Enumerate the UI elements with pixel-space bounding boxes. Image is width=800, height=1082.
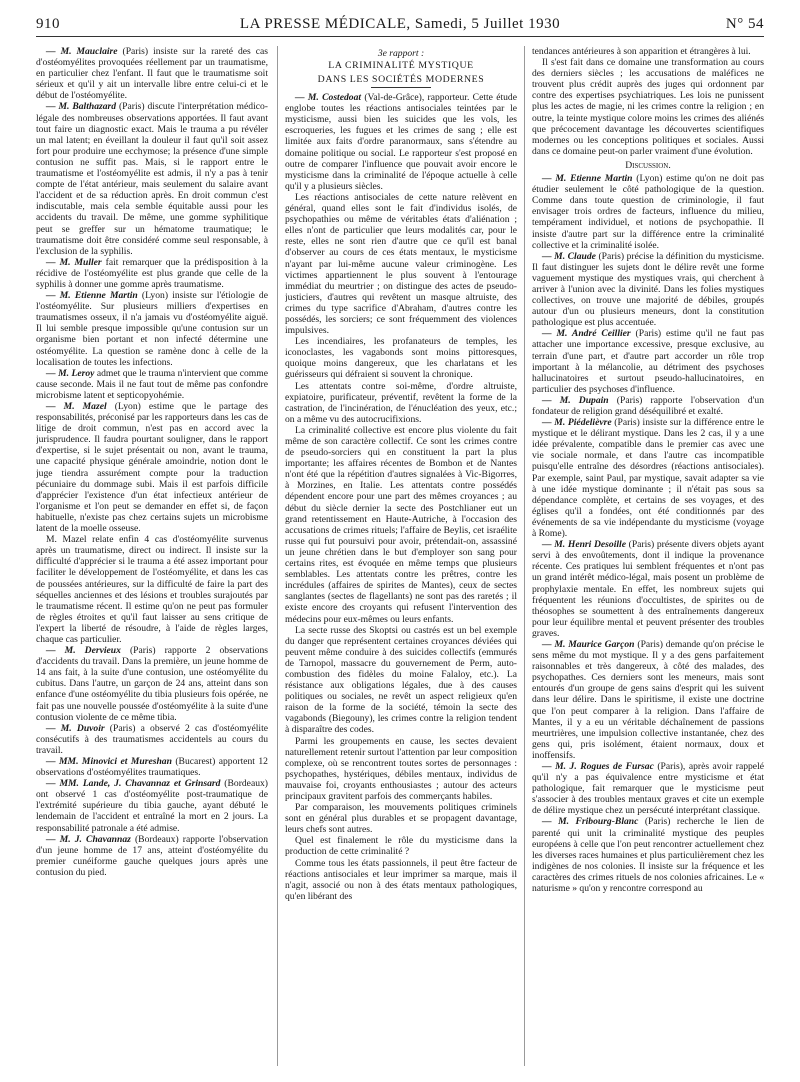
- paragraph-text: (Paris) demande qu'on précise le sens même du mot mystique. Il y a des gens parfaitement raisonnables et très dangereux, à côté des malades, des psychopathes. Ces derniers sont les meneurs, mais sont entourés d'un groupe de gens sains d'esprit qui les suivent dans leur délire. Dans le spiritisme, il existe une doctrine que l'on peut comparer à la religion. Dans l'affaire de Mantes, il y a eu un véritable déchaînement de passions meurtrières, une impulsion collective instantanée, chez des gens qui, pris isolément, étaient normaux, doux et inoffensifs.: [532, 638, 764, 761]
- page-header: [36, 12, 764, 38]
- paragraph-text: (Bucarest) apportent 12 observations d'ostéomyélites traumatiques.: [36, 756, 268, 779]
- paragraph: [285, 835, 517, 857]
- paragraph-text: Parmi les groupements en cause, les sectes devaient naturellement retenir surtout l'attention par leur composition complexe, où se rencontrent toutes sortes de personnages : psychopathes, hystériques, débiles mentaux, individus de mauvaise foi, croyants enthousiastes ; autour des acteurs principaux gravitent parfois des commerçants habiles.: [285, 735, 517, 802]
- paragraph: [532, 639, 764, 761]
- speaker-name: — M. Dervieux: [46, 645, 121, 657]
- paragraph: [532, 417, 764, 539]
- column-left: [36, 46, 268, 1076]
- paragraph: [285, 802, 517, 835]
- paragraph: [285, 625, 517, 736]
- speaker-name: — M. Muller: [46, 256, 102, 268]
- paragraph-text: Par comparaison, les mouvements politiques criminels sont en général plus durables et se propagent davantage, leurs chefs sont autres.: [285, 802, 517, 836]
- paragraph: [36, 257, 268, 290]
- page-number: 910: [36, 16, 60, 32]
- column-divider: [524, 46, 525, 1066]
- paragraph: [532, 173, 764, 251]
- report-body: [285, 92, 517, 902]
- paragraph-text: (Paris) présente divers objets ayant servi à des envoûtements, dont il indique la provenance récente. Ces pratiques lui semblent fréquentes et n'ont pas un grand intérêt médico-légal, mais posent un problème de prophylaxie mentale. En effet, les nombreux sujets qui fréquentent les réunions d'occultistes, de spirites ou de théosophes se soumettent à des entraînements dangereux pour leur équilibre mental et peuvent présenter des troubles graves.: [532, 539, 764, 639]
- speaker-name: — M. Leroy: [46, 367, 95, 379]
- column-right: [532, 46, 764, 1076]
- speaker-name: — M. Dupain: [542, 394, 609, 406]
- speaker-name: — M. Costedoat: [295, 92, 362, 104]
- speaker-name: — M. Duvoir: [46, 722, 105, 734]
- speaker-name: — M. J. Chavannaz: [46, 833, 131, 845]
- speaker-name: — M. Mazel: [46, 401, 107, 412]
- speaker-name: — M. Henri Desoille: [542, 539, 626, 551]
- paragraph-text: (Val-de-Grâce), rapporteur. Cette étude englobe toutes les réactions antisociales teintées par le mysticisme, aussi bien les suicides que les vols, les escroqueries, les fugues et les crimes de sang ; elle est limitée aux faits d'ordre paranormaux, sans s'étendre au domaine politique ou social. Le rapporteur s'est proposé en outre de comparer l'influence que pouvait avoir encore le mysticisme dans la criminalité de l'époque actuelle à celle qu'il y a plusieurs siècles.: [285, 92, 517, 192]
- paragraph-text: Les incendiaires, les profanateurs de temples, les iconoclastes, les vagabonds sont moins pittoresques, quoique moins dangereux, que les charlatans et les guérisseurs qui défraient si souvent la chronique.: [285, 336, 517, 381]
- speaker-name: — MM. Lande, J. Chavannaz et Grinsard: [46, 778, 221, 790]
- speaker-name: — M. Piédelièvre: [542, 417, 612, 429]
- paragraph-text: Quel est finalement le rôle du mysticisme dans la production de cette criminalité ?: [285, 835, 517, 858]
- paragraph: [532, 57, 764, 157]
- report-title-line-1: LA CRIMINALITÉ MYSTIQUE: [328, 60, 474, 72]
- paragraph-text: (Lyon) estime qu'on ne doit pas étudier seulement le côté pathologique de la question. Comme dans toute question de criminologie, il faut envisager trois ordres de facteurs, influence du milieu, tempérament individuel, et notions de psychopathie. Il insiste d'autre part sur la différence entre la criminalité collective et la criminalité isolée.: [532, 173, 764, 251]
- report-conclusion: [532, 46, 764, 157]
- column-divider: [277, 46, 278, 1066]
- paragraph-text: (Paris) insiste sur la rareté des cas d'ostéomyélites provoquées réellement par un traumatisme, en particulier chez l'enfant. Il faut que le traumatisme soit sérieux et qu'il y ait un intervalle libre entre celui-ci et le début de l'ostéomyélite.: [36, 46, 268, 102]
- paragraph-text: (Bordeaux) ont observé 1 cas d'ostéomyélite post-traumatique de l'extrémité supérieure du tibia gauche, ayant débuté le lendemain de l'accident et entraîné la mort en 2 jours. La responsabilité patronale a été admise.: [36, 778, 268, 834]
- speaker-name: — M. J. Rogues de Fursac: [542, 761, 654, 772]
- report-title-line-2: DANS LES SOCIÉTÉS MODERNES: [317, 73, 485, 85]
- paragraph: [285, 858, 517, 902]
- paragraph: [532, 761, 764, 816]
- speaker-name: — M. Claude: [542, 250, 596, 262]
- speaker-name: — M. Mauclaire: [46, 46, 118, 57]
- paragraph-text: (Paris) a observé 2 cas d'ostéomyélite consécutifs à des traumatismes accidentels au cours du travail.: [36, 722, 268, 756]
- paragraph: [285, 336, 517, 380]
- paragraph-text: Il s'est fait dans ce domaine une transformation au cours des derniers siècles ; les accusations de maléfices ne trouvent plus crédit auprès des juges qui ordonnent par contre des expertises psychiatriques. Les lois ne punissent plus les actes de magie, ni les crimes contre la religion ; en outre, la teinte mystique colore moins les crimes des aliénés que précocement davantage les découvertes scientifiques modernes ou les conceptions politiques et sociales. Aussi dans ce domaine peut-on parler vraiment d'une évolution.: [532, 57, 764, 157]
- paragraph: [285, 425, 517, 625]
- paragraph: [36, 368, 268, 401]
- paragraph-text: (Bordeaux) rapporte l'observation d'un jeune homme de 17 ans, atteint d'ostéomyélite du premier cunéiforme gauche quelques jours après une contusion du pied.: [36, 833, 268, 878]
- paragraph: [36, 290, 268, 368]
- paragraph: [36, 756, 268, 778]
- paragraph-text: (Paris) estime qu'il ne faut pas attacher une importance excessive, presque exclusive, au terrain d'une part, et d'autre part accorder un rôle trop important à la mélancolie, au détriment des psychoses hallucinatoires et surtout pseudo-hallucinatoires, en particulier des psychoses d'influence.: [532, 328, 764, 395]
- paragraph: [532, 816, 764, 894]
- paragraph-text: (Paris), après avoir rappelé qu'il n'y a pas équivalence entre mysticisme et état pathologique, fait remarquer que le mysticisme peut s'associer à des troubles mentaux graves et cite un exemple de délire mystique chez un persécuté interprétant classique.: [532, 761, 764, 817]
- paragraph: [36, 401, 268, 534]
- paragraph-text: M. Mazel relate enfin 4 cas d'ostéomyélite survenus après un traumatisme, direct ou indirect. Il insiste sur la difficulté d'apprécier si le trauma a été assez important pour faciliter le développement de l'ostéomyélite, et dans les cas de poussées antérieures, sur la difficulté de faire la part des séquelles anciennes et des lésions et troubles surajoutés par le traumatisme récent. Il estime qu'on ne peut pas formuler de règles étroites et qu'il faut laisser au sens critique de l'expert la liberté de résoudre, à l'aide de règles larges, chaque cas particulier.: [36, 534, 268, 645]
- speaker-name: — M. André Ceillier: [542, 328, 631, 340]
- title-rule: [371, 87, 431, 88]
- header-rule: [36, 36, 764, 37]
- paragraph: [36, 46, 268, 101]
- column-middle: [285, 46, 517, 1076]
- paragraph-text: (Paris) rapporte 2 observations d'accidents du travail. Dans la première, un jeune homme de 14 ans fait, à la suite d'une contusion, une ostéomyélite du cubitus. Dans l'autre, un garçon de 24 ans, atteint dans son enfance d'une ostéomyélite du tibia plusieurs fois opérée, ne fait pas une nouvelle poussée d'ostéomyélite à la suite d'une contusion violente de ce même tibia.: [36, 645, 268, 723]
- report-label: 3e rapport :: [377, 48, 425, 59]
- speaker-name: — M. Balthazard: [46, 101, 117, 113]
- paragraph-text: admet que le trauma n'intervient que comme cause seconde. Mais il ne faut tout de même pas confondre microbisme latent et septicopyohémie.: [36, 367, 268, 401]
- paragraph: [36, 834, 268, 878]
- paragraph-text: fait remarquer que la prédisposition à la récidive de l'ostéomyélite est plus grande que celle de la syphilis à donner une gomme après traumatisme.: [36, 256, 268, 290]
- paragraph: [36, 534, 268, 645]
- speaker-name: — M. Etienne Martin: [46, 290, 138, 302]
- paragraph-text: Les réactions antisociales de cette nature relèvent en général, quand elles sont le fait d'individus isolés, de psychopathies ou même de véritables états d'aliénation ; elles n'ont de particulier que leurs modalités car, pour le reste, elles ne sont rien d'autre que ce qu'il est banal d'observer au cours de ces états mentaux, le mysticisme n'ayant par lui-même aucune valeur criminogène. Les victimes appartiennent le plus souvent à l'entourage immédiat du meurtrier ; on distingue des actes de pseudo-justiciers, d'autres qui revêtent un masque altruiste, des crimes du type sacrifice d'Abraham, d'autres contre les possédés, les sorciers; ce sont fréquemment des violences impulsives.: [285, 191, 517, 337]
- paragraph-text: (Paris) rapporte l'observation d'un fondateur de religion grand déséquilibré et exalté.: [532, 394, 764, 417]
- paragraph: [285, 736, 517, 803]
- journal-title: LA PRESSE MÉDICALE, Samedi, 5 Juillet 1930: [239, 16, 561, 32]
- paragraph-text: (Paris) insiste sur la différence entre le mystique et le délirant mystique. Dans les 2 cas, il y a une idée prévalente, compatible dans le premier cas avec une vie sociale normale, et dans l'autre cas incompatible puisqu'elle entraîne des désordres (réactions antisociales). Par exemple, saint Paul, par mystique, savait adapter sa vie à une idée mystique dominante ; il n'était pas sous sa dépendance complète, et certains de ses voyages, et des églises qu'il a fondées, ont été conditionnés par des événements de sa vie indépendante du mysticisme (voyage à Rome).: [532, 417, 764, 540]
- paragraph: [36, 723, 268, 756]
- paragraph: [36, 778, 268, 833]
- paragraph: [36, 101, 268, 256]
- paragraph-text: Comme tous les états passionnels, il peut être facteur de réactions antisociales et leur imprimer sa marque, mais il n'agit, associé ou non à des états mentaux pathologiques, qu'en libérant des: [285, 857, 517, 902]
- paragraph: [532, 539, 764, 639]
- paragraph: [532, 251, 764, 329]
- paragraph-text: La secte russe des Skoptsi ou castrés est un bel exemple du danger que représentent certaines croyances déviées qui peuvent même conduire à des suicides collectifs (emmurés de Tarnopol, massacre du gouvernement de Perm, auto-combustion des fidèles du moine Falaloy, etc.). La résistance aux obligations légales, due à des causes politiques ou sociales, ne revêt un aspect religieux qu'en raison de la forme de la société, témoin la secte des vagabonds (Biegouny), les crimes contre la religion tendent à disparaître des codes.: [285, 624, 517, 736]
- paragraph-text: (Paris) discute l'interprétation médico-légale des nombreuses observations apportées. Il faut avant tout faire un diagnostic exact. Mais le trauma a pu révéler un mal latent; en éveillant la douleur il faut qu'il soit assez fort pour produire une ecchymose; la présence d'une simple contusion ne suffit pas. Mais, si le rapport entre le traumatisme et l'ostéomyélite est admis, il n'y a pas à tenir compte de l'état antérieur, mais seulement du salaire avant l'accident et de sa réduction après. En droit commun c'est indiscutable, mais cela semble équitable aussi pour les accidents du travail. De même, une gomme syphilitique peut se greffer sur un hématome traumatique; le traumatisme doit être considéré comme seul responsable, à l'exclusion de la syphilis.: [36, 101, 268, 257]
- speaker-name: — MM. Minovici et Mureshan: [46, 756, 172, 767]
- paragraph-text: tendances antérieures à son apparition et étrangères à lui.: [532, 46, 751, 57]
- paragraph: [532, 328, 764, 395]
- paragraph-text: La criminalité collective est encore plus violente du fait même de son caractère collectif. Ce sont les crimes contre de pseudo-sorciers qui en constituent la part la plus importante; les affaires récentes de Bombon et de Nantes n'ont été que la répétition d'autres signalées à Vic-Bigorres, à Morzines, en Italie. Les attentats contre possédés dépendent encore pour une part des mêmes croyances ; au début du siècle dernier la secte des Postchlianer eut un grand retentissement en Haute-Autriche, à l'occasion des accusations de crimes rituels; l'affaire de Beylis, cet israélite russe qui fut poursuivi pour avoir, prétendait-on, assassiné un jeune chrétien dans le but d'employer son sang pour certains rites, est évoquée en même temps que plusieurs semblables. Les attentats contre les prêtres, contre les incrédules (affaires de spirites de Mantes), ceux de sectes sanglantes (sectes de flagellants) ne sont pas des raretés ; il existe encore des croyants qui refusent l'intervention des médecins pour eux-mêmes ou leurs enfants.: [285, 424, 517, 625]
- paragraph-text: (Lyon) insiste sur l'étiologie de l'ostéomyélite. Sur plusieurs milliers d'expertises en traumatismes osseux, il n'a jamais vu d'ostéomyélite aiguë. Il lui semble presque impossible qu'une contusion sur un organisme bien portant et non infecté détermine une ostéomyélite. La question se ramène donc à celle de la localisation de toutes les infections.: [36, 290, 268, 368]
- speaker-name: — M. Etienne Martin: [542, 173, 633, 185]
- paragraph: [285, 381, 517, 425]
- paragraph: [285, 192, 517, 336]
- paragraph-text: Les attentats contre soi-même, d'ordre altruiste, expiatoire, purificateur, préventif, revêtent la forme de la castration, de l'incinération, de l'énucléation des yeux, etc.; on a même vu des autocrucifixions.: [285, 380, 517, 425]
- paragraph: [285, 92, 517, 192]
- paragraph-text: (Paris) recherche le lien de parenté qui unit la criminalité mystique des peuples européens à celle que l'on peut rencontrer actuellement chez les diverses races humaines et plus particulièrement chez les indigènes de nos colonies. Il insiste sur la fréquence et les caractères des crimes rituels de nos colonies africaines. Le « naturisme » qu'on y rencontre correspond au: [532, 816, 764, 895]
- discussion-body: [532, 173, 764, 894]
- issue-number: N° 54: [725, 16, 764, 32]
- speaker-name: — M. Fribourg-Blanc: [542, 816, 639, 828]
- speaker-name: — M. Maurice Garçon: [542, 638, 635, 650]
- paragraph-text: (Lyon) estime que le partage des responsabilités, préconisé par les rapporteurs dans les cas de litige de droit commun, n'est pas en accord avec la jurisprudence. Il faudra pourtant souligner, dans le rapport d'expertise, si le sujet présentait ou non, avant le trauma, une capacité physique générale amoindrie, notion dont le juge tiendra assurément compte pour la traduction pécuniaire du dommage subi. Mais il est parfois difficile d'apprécier l'existence d'un état infectieux antérieur de l'organisme et l'on peut se demander en effet si, de façon habituelle, n'existe pas chez certains sujets un microbisme latent de la moelle osseuse.: [36, 401, 268, 535]
- paragraph: [532, 395, 764, 417]
- discussion-heading: Discussion.: [625, 159, 671, 171]
- paragraph-text: (Paris) précise la définition du mysticisme. Il faut distinguer les sujets dont le délire revêt une forme vaguement mystique des mystiques vrais, qui cherchent à arriver à l'union avec la divinité. Dans les folies mystiques collectives, on trouve une majorité de débiles, groupés autour d'un ou plusieurs meneurs, dont la constitution pathologique est plus accentuée.: [532, 250, 764, 329]
- paragraph: [532, 46, 764, 57]
- paragraph: [36, 645, 268, 723]
